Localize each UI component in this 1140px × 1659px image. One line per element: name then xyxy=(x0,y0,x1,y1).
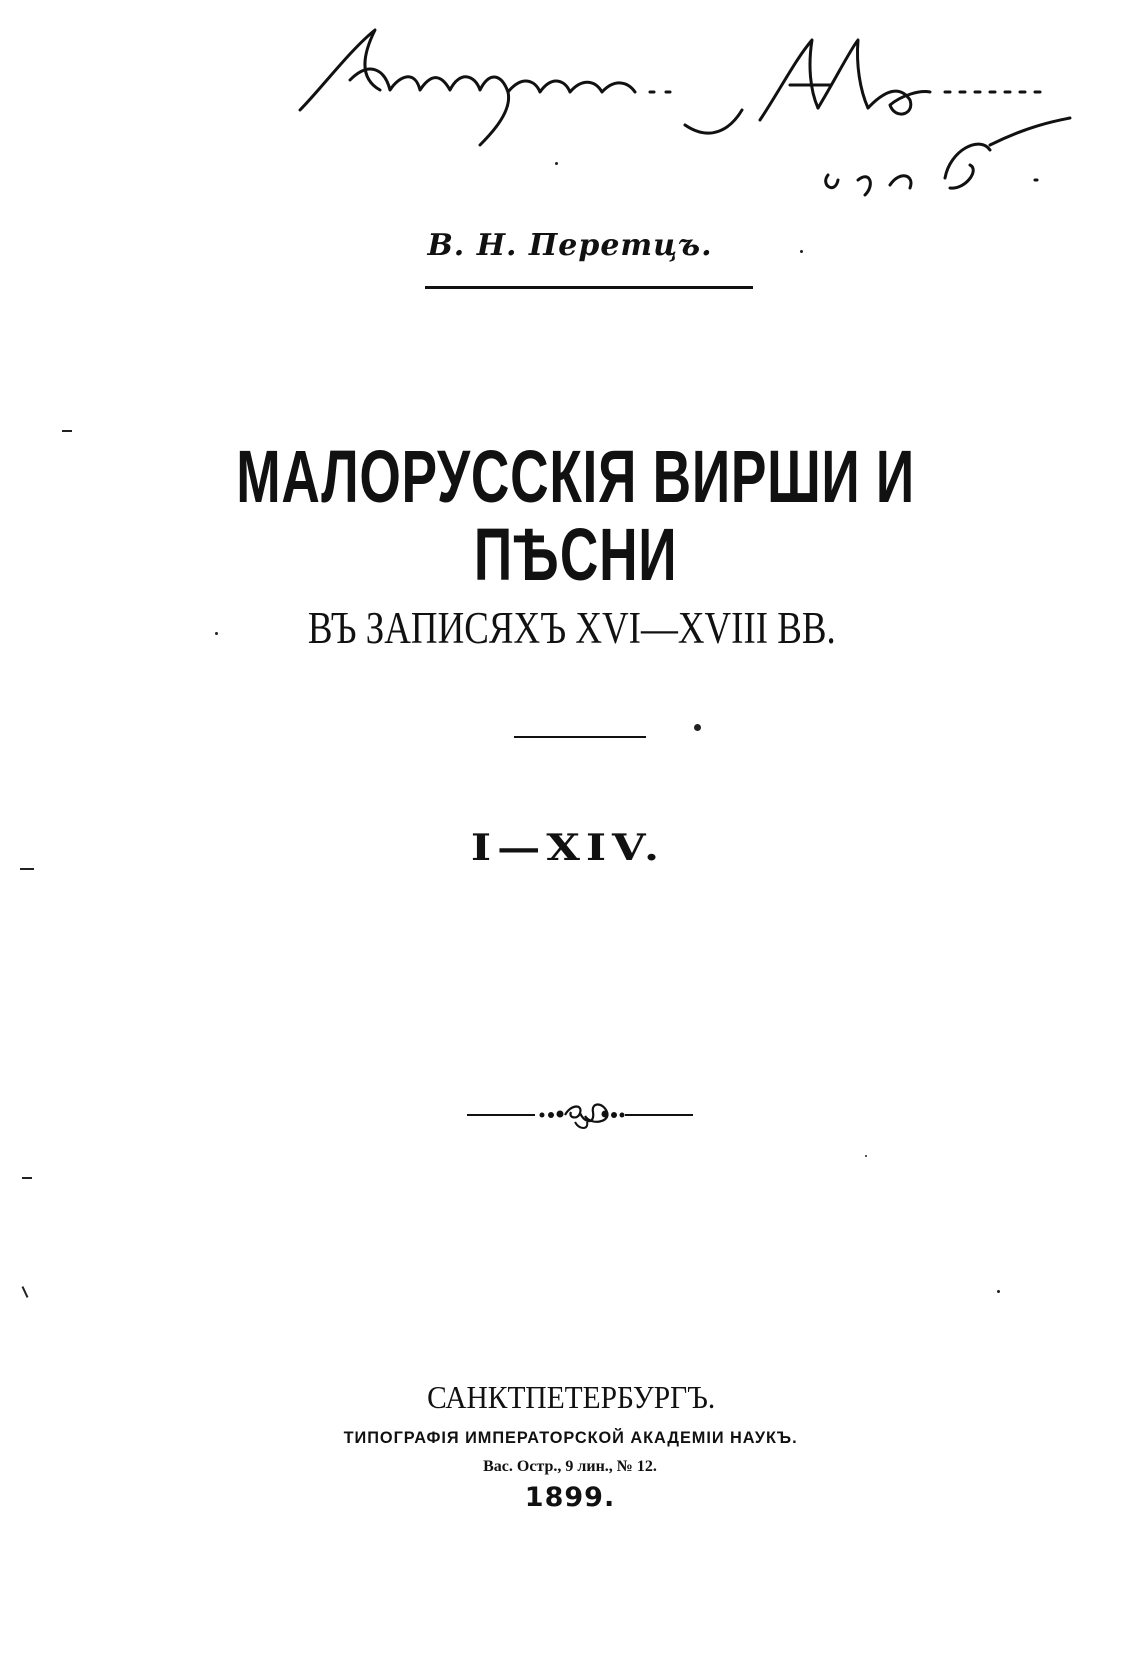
ink-speck xyxy=(997,1290,1000,1293)
author-name: В. Н. Перетцъ. xyxy=(427,228,713,263)
scan-mark xyxy=(20,868,34,870)
ink-speck xyxy=(215,632,218,635)
imprint-city: САНКТПЕТЕРБУРГЪ. xyxy=(427,1379,716,1415)
imprint-address: Вас. Остр., 9 лин., № 12. xyxy=(483,1458,657,1475)
ink-speck xyxy=(694,724,701,731)
ink-speck xyxy=(865,1155,867,1157)
volume-range: I—XIV. xyxy=(470,827,666,869)
book-title: МАЛОРУССКІЯ ВИРШИ И ПѢСНИ xyxy=(236,435,915,596)
scan-mark xyxy=(62,430,72,432)
scan-mark xyxy=(22,1177,32,1179)
ink-speck xyxy=(800,250,803,253)
book-subtitle: ВЪ ЗАПИСЯХЪ XVI—XVIII ВВ. xyxy=(307,603,836,653)
author-underline xyxy=(425,286,753,289)
imprint-year: 1899. xyxy=(524,1482,616,1513)
imprint-press: ТИПОГРАФІЯ ИМПЕРАТОРСКОЙ АКАДЕМІИ НАУКЪ. xyxy=(343,1428,798,1447)
separator-rule xyxy=(514,736,646,738)
handwritten-inscription xyxy=(290,20,1090,220)
scan-mark xyxy=(22,1286,29,1298)
ornament-divider xyxy=(467,1098,693,1132)
ink-speck xyxy=(555,162,558,165)
